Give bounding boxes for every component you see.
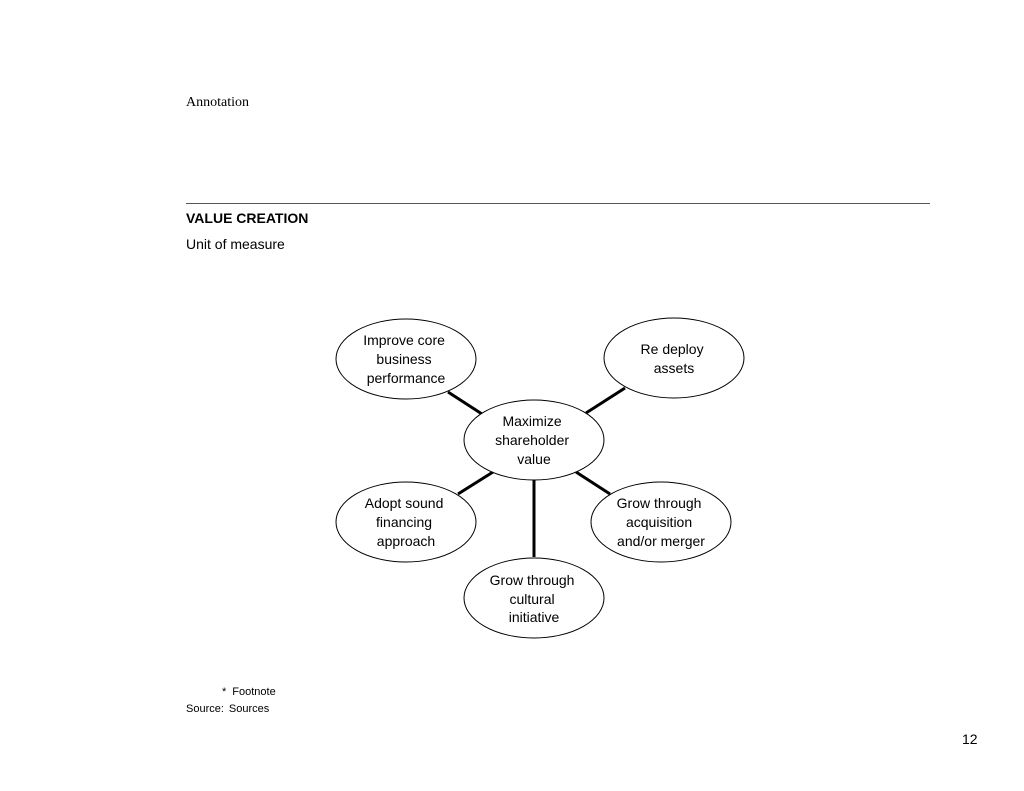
financing-line-1: Adopt sound bbox=[364, 495, 444, 511]
node-financing bbox=[336, 482, 476, 562]
acquisition-line-2: acquisition bbox=[625, 514, 693, 530]
unit-of-measure: Unit of measure bbox=[186, 236, 285, 252]
connector-acquisition bbox=[576, 472, 610, 494]
improve-line-3: performance bbox=[366, 370, 446, 386]
cultural-line-1: Grow through bbox=[489, 572, 575, 588]
connector-improve bbox=[448, 392, 482, 414]
connector-financing bbox=[458, 472, 493, 494]
connector-redeploy bbox=[586, 388, 625, 413]
acquisition-line-3: and/or merger bbox=[617, 533, 705, 549]
footnote-marker: * bbox=[222, 686, 227, 698]
source-text: Sources bbox=[228, 703, 270, 715]
node-improve bbox=[336, 319, 476, 399]
redeploy-line-1: Re deploy bbox=[640, 341, 704, 357]
improve-line-1: Improve core bbox=[363, 332, 445, 348]
svg-text:Grow through acquisition bbox=[617, 495, 706, 549]
node-redeploy bbox=[604, 318, 744, 398]
page-title: VALUE CREATION bbox=[186, 210, 309, 226]
node-cultural bbox=[464, 558, 604, 638]
node-acquisition bbox=[591, 482, 731, 562]
center-node bbox=[464, 400, 604, 480]
source-label: Source: bbox=[186, 703, 224, 715]
acquisition-line-1: Grow through bbox=[616, 495, 702, 511]
financing-line-2: financing bbox=[376, 514, 433, 530]
financing-line-3: approach bbox=[376, 533, 436, 549]
center-line-1: Maximize bbox=[502, 413, 562, 429]
center-line-3: value bbox=[517, 451, 551, 467]
page-number: 12 bbox=[962, 731, 978, 747]
footnote-text: Footnote bbox=[232, 686, 276, 698]
source-line bbox=[186, 703, 269, 715]
cultural-line-3: initiative bbox=[508, 609, 560, 625]
center-line-2: shareholder bbox=[495, 432, 570, 448]
redeploy-line-2: assets bbox=[653, 360, 695, 376]
annotation-text: Annotation bbox=[186, 95, 249, 110]
cultural-line-2: cultural bbox=[509, 591, 555, 607]
svg-text:Adopt sound financing bbox=[365, 495, 448, 549]
improve-line-2: business bbox=[376, 351, 432, 367]
footnote bbox=[222, 686, 276, 698]
